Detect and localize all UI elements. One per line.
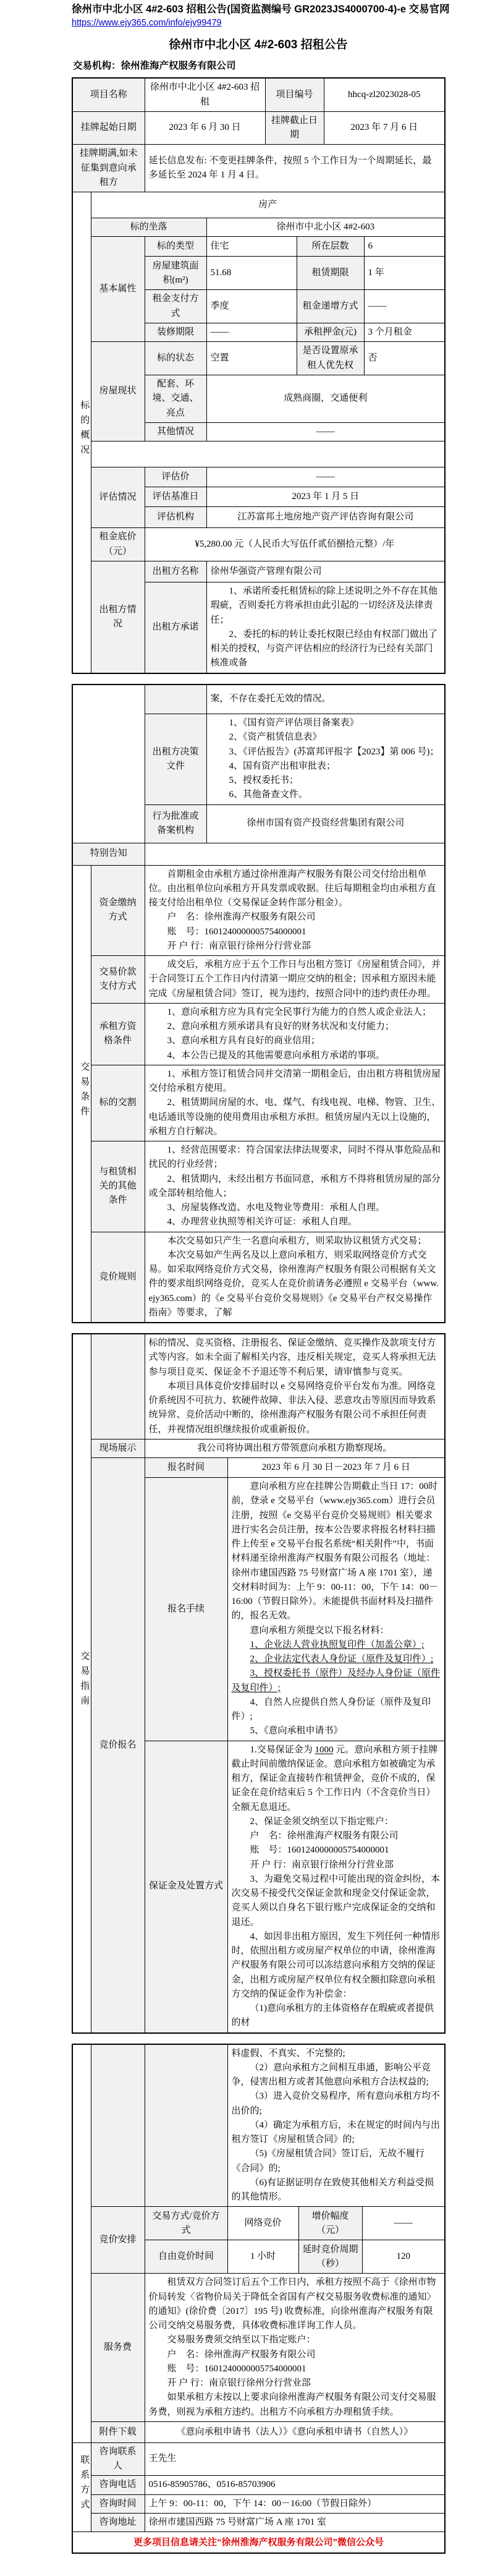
value-lessor-promise: 1、承诺所委托租赁标的除上述说明之外不存在其他瑕疵，否则委托方将承担由此引起的一切经济及法律责任； 2、委托的标的转让委托权限已经由有权部门做出了相关的授权，与资产评估相应的经济行为已经有关部门核准或备 [206,582,445,673]
official-site-link[interactable]: https://www.ejy365.com/info/ejy99479 [72,18,222,28]
label-decoration-period: 装修期限 [145,323,206,341]
value-attachment-download: 《意向承租申请书（法人）》《意向承租申请书（自然人）》 [145,2421,445,2442]
label-increment: 增价幅度（元） [298,2207,362,2240]
label-evaluation-price: 评估价 [145,467,206,487]
group-bidding-signup: 竞价报名 [91,1458,145,2033]
label-lessor-name: 出租方名称 [145,561,206,582]
group-evaluation: 评估情况 [91,467,145,528]
footer-notice: 更多项目信息请关注“徐州淮海产权服务有限公司”微信公众号 [72,2532,445,2553]
label-lessor-promise-continued [145,685,206,714]
section-target-overview [72,192,91,673]
value-project-name: 徐州市中北小区 4#2-603 招租 [145,78,265,111]
label-original-tenant-priority: 是否设置原承租人优先权 [297,342,364,375]
value-project-no: hhcq-zl2023028-05 [324,78,445,111]
header-property-type: 房产 [91,192,445,218]
group-bidding-arrangement: 竞价安排 [91,2207,145,2274]
label-rent-increase-method: 租金递增方式 [297,290,364,323]
transaction-guide-table [72,1333,446,2034]
value-signup-time: 2023 年 6 月 30 日－2023 年 7 月 6 日 [227,1458,445,1478]
group-lessor-info: 出租方情况 [91,561,145,673]
label-rent-floor-price: 租金底价（元） [91,528,145,561]
label-bidding-rules-continued [91,1334,145,1439]
value-lessor-name: 徐州华强资产管理有限公司 [206,561,445,582]
value-price-payment-method: 成交后，承租方应于五个工作日与出租方签订《房屋租赁合同》，并于合同签订五个工作日内付清第一期应交纳的租金；因承租方原因未能完成《房屋租赁合同》签订，视为违约，按照合同中的违约责任办理。 [145,956,445,1004]
label-special-notice: 特别告知 [72,843,145,865]
label-project-name: 项目名称 [72,78,145,111]
value-free-bidding-time: 1 小时 [227,2240,298,2274]
value-evaluation-price: —— [206,467,445,487]
label-contact-phone: 咨询电话 [91,2476,145,2494]
label-lease-term: 租赁期限 [297,257,364,290]
value-listing-start-date: 2023 年 6 月 30 日 [145,111,265,145]
label-signup-procedure: 报名手续 [145,1478,227,1741]
value-special-notice [145,843,445,865]
value-original-tenant-priority: 否 [364,342,445,375]
value-contact-person: 王先生 [145,2442,445,2476]
label-listing-end-date: 挂牌截止日期 [265,111,324,145]
label-lessor-promise: 出租方承诺 [145,582,206,673]
value-listing-expiry-note: 延长信息发布: 不变更挂牌条件，按照 5 个工作日为一个周期延长，最多延长至 2024 年 1 月 4 日。 [145,145,445,192]
value-floor-number: 6 [364,237,445,257]
label-building-area: 房屋建筑面积(m²) [145,257,206,290]
label-rent-payment-method: 租金支付方式 [145,290,206,323]
value-contact-address: 徐州市建国西路 75 号财富广场 A 座 1701 室 [145,2513,445,2531]
spacer-guide-continued [72,2044,91,2443]
value-contact-phone: 0516-85905786、0516-85703906 [145,2476,445,2494]
arrangement-and-contact-table [72,2044,446,2554]
value-increment: —— [362,2207,445,2240]
label-trade-mode: 交易方式/竞价方式 [145,2207,227,2240]
label-evaluation-agency: 评估机构 [145,507,206,528]
label-contact-time: 咨询时间 [91,2494,145,2513]
label-other-situation: 其他情况 [145,422,206,441]
value-target-delivery: 1、承租方签订租赁合同并交清第一期租金后，由出租方将租赁房屋交付给承租方使用。 2、租赁期间房屋的水、电、煤气、有线电视、电梯、物管、卫生、电话通讯等设施的使用费用由承租方承担。租赁房屋内无以上设施的，承租方自行解决。 [145,1065,445,1141]
value-other-lease-conditions: 1、经营范围要求：符合国家法律法规要求，同时不得从事危险品和扰民的行业经营； 2、租赁期内，未经出租方书面同意，承租方不得将租赁房屋的部分或全部转租给他人； 3、房屋装修改造、水电及物业等费用：承租人自理。 4、办理营业执照等相关许可证：承租人自理。 [145,1141,445,1232]
label-attachment-download: 附件下载 [91,2421,145,2442]
label-price-payment-method: 交易价款支付方式 [91,956,145,1004]
label-listing-start-date: 挂牌起始日期 [72,111,145,145]
trading-agency: 交易机构：徐州淮海产权服务有限公司 [73,61,236,72]
value-service-fee: 租赁双方合同签订后五个工作日内，承租方按照不高于《徐州市物价局转发〈省物价局关于降低全省国有产权交易服务收费标准的通知〉的通知》(徐价费〔2017〕195 号) 收费标准，向徐州淮海产权服务有限公司交纳交易服务费，具体收费标准详询工作人员。 交易服务费须交纳至以下指定账户： 户 名：徐州淮海产权服务有限公司 账 号：1601240000005754000001 开 户 行：南京银行徐州分行营业部 如果承租方未按以上要求向徐州淮海产权服务有限公司支付交易服务费，则视为承租方违约。出租方不向承租方办理租赁手续。 [145,2274,445,2422]
label-rent-deposit: 承租押金(元) [297,323,364,341]
label-site-display: 现场展示 [91,1439,145,1457]
group-basic-attributes: 基本属性 [91,237,145,342]
label-target-delivery: 标的交割 [91,1065,145,1141]
label-contact-address: 咨询地址 [91,2513,145,2531]
value-lessor-decision-documents: 1、《国有资产评估项目备案表》 2、《资产租赁信息表》 3、《评估报告》(苏富邦评报字【2023】第 006 号)； 4、国有资产出租审批表； 5、授权委托书； 6、其他备查文件。 [206,714,445,805]
section-transaction-conditions-label: 交易条件 [79,1061,90,1121]
section-transaction-guide-label: 交易指南 [79,1651,90,1711]
label-deposit-disposal: 保证金及处置方式 [145,1741,227,2033]
value-target-status: 空置 [206,342,297,375]
section-transaction-guide [72,1334,91,2033]
value-decoration-period: —— [206,323,297,341]
label-contact-person: 咨询联系人 [91,2442,145,2476]
label-deposit-disposal-continued [145,2044,227,2207]
value-evaluation-agency: 江苏富邦土地房地产资产评估咨询有限公司 [206,507,445,528]
group-house-status: 房屋现状 [91,342,145,441]
project-overview-table [72,77,446,673]
value-building-area: 51.68 [206,257,297,290]
value-deposit-disposal-continued: 料虚假、不真实、不完整的; （2）意向承租方之间相互串通，影响公平竞争，侵害出租方或者其他意向承租方合法权益的; （3）进入竞价交易程序，所有意向承租方均不出价的; （4）确定为承租方后，未在规定的时间内与出租方签订《房屋租赁合同》的; （5)《房屋租赁合同》签订后，无故不履行《合同》的; （6)有证据证明存在致使其他相关方利益受损的其他情形。 [227,2044,445,2207]
section-transaction-conditions [72,865,91,1323]
label-free-bidding-time: 自由竞价时间 [145,2240,227,2274]
value-approval-agency: 徐州市国有资产投资经营集团有限公司 [206,804,445,843]
value-rent-floor-price: ¥5,280.00 元（人民币大写伍仟贰佰捌拾元整）/年 [145,528,445,561]
value-delay-cycle: 120 [362,2240,445,2274]
label-target-status: 标的状态 [145,342,206,375]
label-approval-agency: 行为批准或备案机构 [145,804,206,843]
label-lessor-decision-documents: 出租方决策文件 [145,714,206,805]
section-contact-info [72,2442,91,2531]
label-delay-cycle: 延时竞价周期（秒） [298,2240,362,2274]
page-title-line: 徐州市中北小区 4#2-603 招租公告(国资监测编号 GR2023JS4000700-4)-e 交易官网 [72,4,450,15]
label-fund-payment-method: 资金缴纳方式 [91,865,145,956]
label-other-lease-conditions: 与租赁相关的其他条件 [91,1141,145,1232]
section-contact-info-label: 联系方式 [79,2455,90,2515]
section-target-overview-label: 标的概况 [79,400,90,460]
value-tenant-qualification: 1、意向承租方应为具有完全民事行为能力的自然人或企业法人； 2、意向承租方须承诺具有良好的财务状况和支付能力； 3、意向承租方具有良好的商业信用； 4、本公告已提及的其他需要意向承租方承诺的事项。 [145,1003,445,1065]
value-site-display: 我公司将协调出租方带领意向承租方勘察现场。 [145,1439,445,1457]
value-signup-procedure: 意向承租方应在挂牌公告期截止当日 17：00时前，登录 e 交易平台（www.ejy365.com）进行会员注册，按照《e 交易平台竞价交易规则》相关要求进行实名会员注册，按本公告要求将报名材料扫描件上传至 e 交易平台报名系统“相关附件”中，书面材料递至徐州淮海产权服务有限公司报名（地址：徐州市建国西路 75 号财富广场 A 座 1701 室），递交材料时间为：上午 9：00-11：00，下午 14：00－16:00（节假日除外）。未能提供书面材料及扫描件的，报名无效。 意向承租方须提交以下报名材料： 1、企业法人营业执照复印件（加盖公章）; 2、企业法定代表人身份证（原件及复印件）; 3、授权委托书（原件）及经办人身份证（原件及复印件）; 4、自然人应提供自然人身份证（原件及复印件）; 5、《意向承租申请书》 [227,1478,445,1741]
label-target-location: 标的坐落 [91,218,206,237]
label-listing-expiry: 挂牌期满,如未征集到意向承租方 [72,145,145,192]
value-listing-end-date: 2023 年 7 月 6 日 [324,111,445,145]
spacer-row-cell [91,441,445,467]
value-rent-payment-method: 季度 [206,290,297,323]
value-lessor-promise-continued: 案，不存在委托无效的情况。 [206,685,445,714]
spacer-overview-continued [72,685,145,843]
label-evaluation-base-date: 评估基准日 [145,487,206,507]
value-deposit-disposal: 1.交易保证金为 1000 元。意向承租方须于挂牌截止时间前缴纳保证金。意向承租方如被确定为承租方，保证金直接转作租赁押金，竞价不成的，保证金在竞价结束后 5 个工作日内（不含竞价当日）全额无息退还。 2、保证金须交纳至以下指定账户： 户 名：徐州淮海产权服务有限公司 账 号：1601240000005754000001 开 户 行：南京银行徐州分行营业部 3、为避免交易过程中可能出现的资金纠纷，本次交易不接受代交保证金款和现金交付保证金款，竞买人须以自身名下银行账户完成保证金的交纳和退还。 4、如因非出租方原因，发生下列任何一种情形时，依照出租方或房屋产权单位的申请，徐州淮海产权服务有限公司可以冻结意向承租方交纳的保证金，出租方或房屋产权单位有权全额扣除意向承租方交纳的保证金作为补偿金： （1)意向承租方的主体资格存在瑕疵或者提供的材 [227,1741,445,2033]
label-service-fee: 服务费 [91,2274,145,2422]
spacer-signup-continued [91,2044,145,2207]
value-lease-term: 1 年 [364,257,445,290]
value-bidding-rules: 本次交易如只产生一名意向承租方，则采取协议租赁方式交易； 本次交易如产生两名及以上意向承租方，则采取网络竞价方式交易。如采取网络竞价方式交易，徐州淮海产权服务有限公司根据有关文件的要求组织网络竞价，竞买人在竞价前请务必遵照 e 交易平台（www.ejy365.com）的《e 交易平台竞价交易规则》《e 交易平台产权交易操作指南》等要求，了解 [145,1232,445,1323]
value-rent-deposit: 3 个月租金 [364,323,445,341]
label-signup-time: 报名时间 [145,1458,227,1478]
value-trade-mode: 网络竞价 [227,2207,298,2240]
value-bidding-rules-continued: 标的情况、竞买资格、注册报名、保证金缴纳、竞买操作及款项支付方式等内容。如未全面了解相关内容，违反相关规定，竞买人将承担无法参与项目竞买、保证金不予退还等不利后果，请审慎参与竞买。 本项目具体竞价安排届时以 e 交易网络竞价平台发布为准。网络竞价系统因不可抗力、软硬件故障、非法入侵、恶意攻击等原因而导致系统异常、竞价活动中断的，徐州淮海产权服务有限公司不承担任何责任，并视情况组织继续报价或重新报价。 [145,1334,445,1439]
value-environment: 成熟商圈，交通便利 [206,375,445,423]
value-fund-payment-method: 首期租金由承租方通过徐州淮海产权服务有限公司交付给出租单位。由出租单位向承租方开具发票或收据。往后每期租金均由承租方直接支付给出租单位（交易保证金转作部分租金）。 户 名：徐州淮海产权服务有限公司 账 号：1601240000005754000001 开 户 行：南京银行徐州分行营业部 [145,865,445,956]
document-title: 徐州市中北小区 4#2-603 招租公告 [169,38,348,52]
label-target-type: 标的类型 [145,237,206,257]
value-contact-time: 上午 9：00-11：00，下午 14：00－16:00（节假日除外） [145,2494,445,2513]
value-evaluation-base-date: 2023 年 1 月 5 日 [206,487,445,507]
label-floor-number: 所在层数 [297,237,364,257]
value-rent-increase-method: —— [364,290,445,323]
value-target-type: 住宅 [206,237,297,257]
label-project-no: 项目编号 [265,78,324,111]
label-bidding-rules: 竞价规则 [91,1232,145,1323]
label-environment: 配套、环境、交通、亮点 [145,375,206,423]
value-target-location: 徐州市中北小区 4#2-603 [206,218,445,237]
value-other-situation: —— [206,422,445,441]
label-tenant-qualification: 承租方资格条件 [91,1003,145,1065]
lessor-and-conditions-table [72,684,446,1324]
